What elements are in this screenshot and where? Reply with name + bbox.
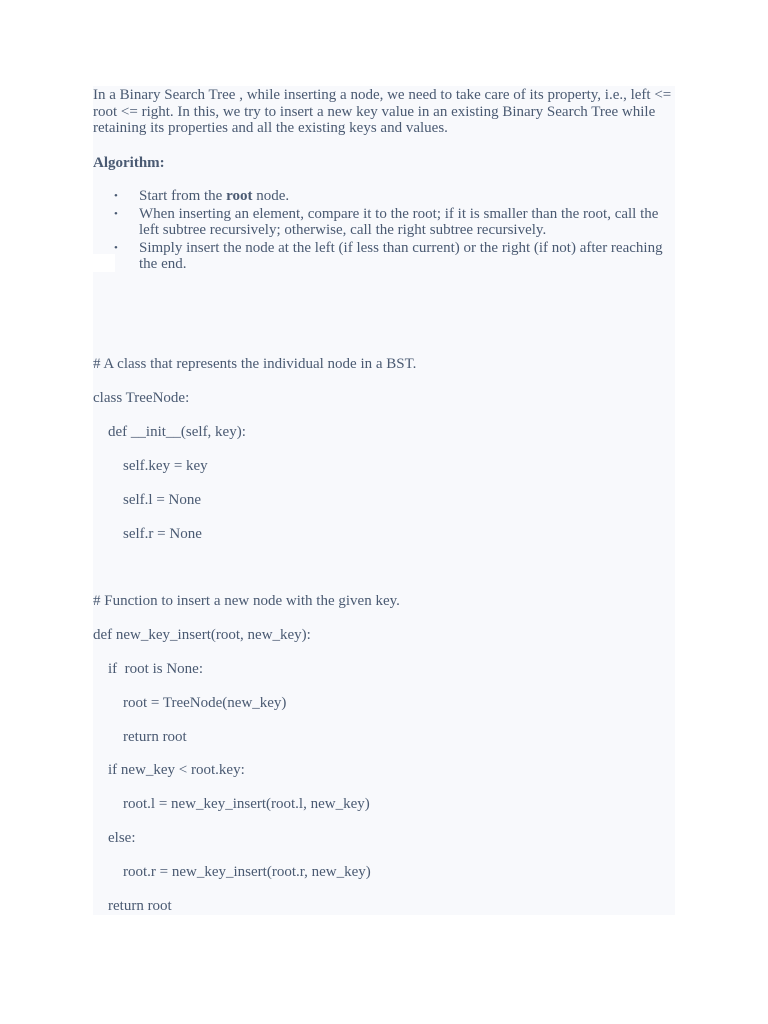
step-text: Start from the (139, 188, 227, 204)
code-line: if root is None: (93, 661, 203, 677)
code-line: return root (93, 898, 172, 914)
algorithm-heading: Algorithm: (93, 155, 165, 171)
code-line: self.l = None (93, 492, 202, 508)
code-line: class TreeNode: (93, 390, 190, 406)
bullet-icon: • (114, 190, 118, 202)
code-line: self.r = None (93, 526, 202, 542)
bullet-icon: • (114, 241, 118, 254)
intro-paragraph: In a Binary Search Tree , while inserting a node, we need to take care of its property, i.e., left <= root <= right. In this, we try to insert a new key value in an existing Binary Search Tree while retaining its properties and all the existing keys and values. (93, 87, 672, 136)
algorithm-step (93, 240, 675, 273)
code-line: self.key = key (93, 458, 208, 474)
code-line: if new_key < root.key: (93, 762, 245, 778)
code-line: return root (93, 729, 187, 745)
code-line: else: (93, 830, 136, 846)
algorithm-list (93, 188, 675, 273)
step-text: Simply insert the node at the left (if less than current) or the right (if not) after reaching the end. (139, 239, 663, 272)
algorithm-step (93, 188, 675, 205)
step-text: node. (252, 188, 290, 204)
step-bold-text: root (226, 188, 253, 204)
code-comment-line: # Function to insert a new node with the given key. (93, 593, 400, 609)
code-line: root.l = new_key_insert(root.l, new_key) (93, 796, 370, 812)
bullet-icon: • (114, 207, 118, 220)
algorithm-step (93, 206, 675, 239)
code-line: def __init__(self, key): (93, 424, 246, 440)
code-line: def new_key_insert(root, new_key): (93, 627, 311, 643)
step-text: When inserting an element, compare it to the root; if it is smaller than the root, call the left subtree recursively; otherwise, call the right subtree recursively. (139, 205, 659, 238)
code-line: root = TreeNode(new_key) (93, 695, 287, 711)
code-line: root.r = new_key_insert(root.r, new_key) (93, 864, 371, 880)
code-comment-line: # A class that represents the individual node in a BST. (93, 356, 417, 372)
